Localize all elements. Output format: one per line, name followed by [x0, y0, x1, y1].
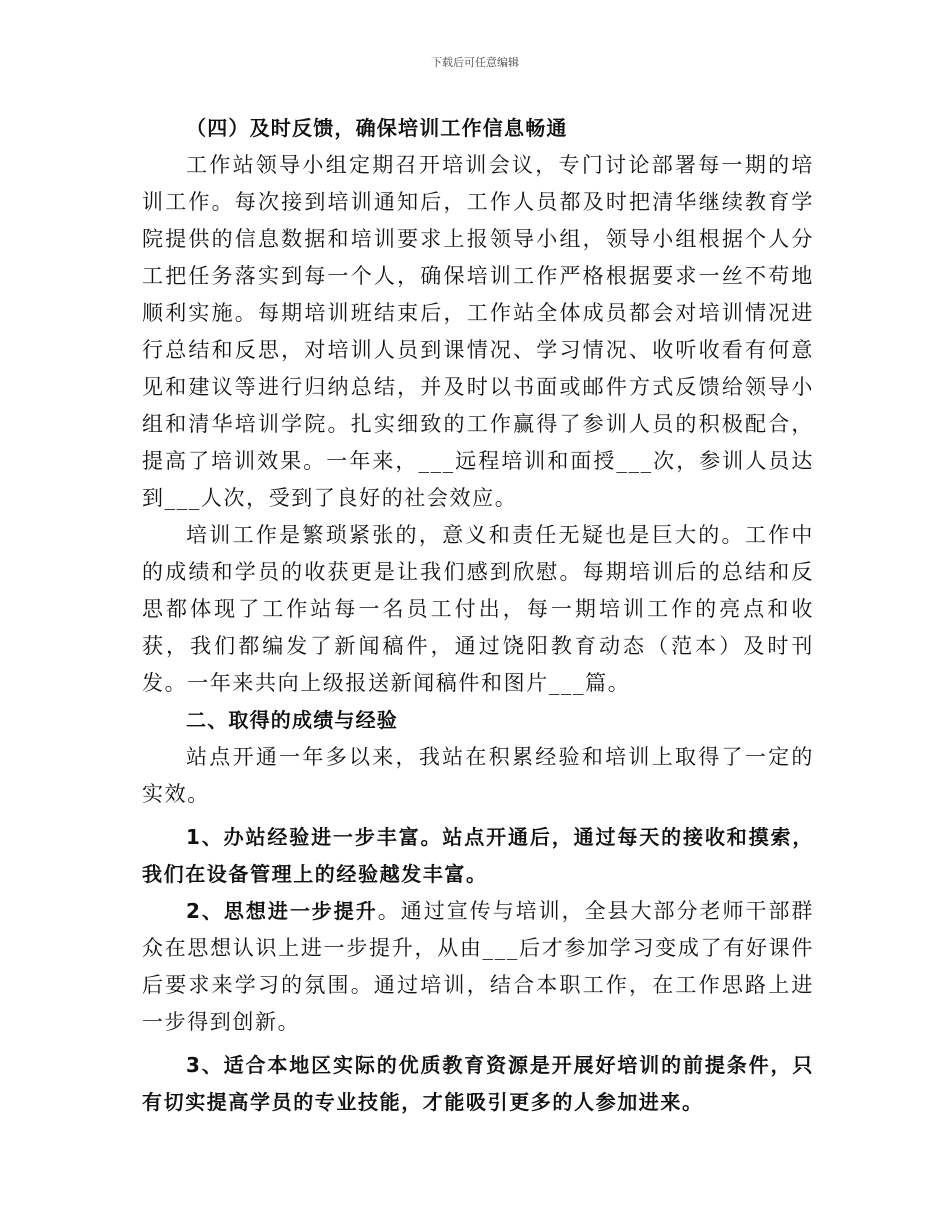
- item-quality-resources: 3、适合本地区实际的优质教育资源是开展好培训的前提条件，只有切实提高学员的专业技能，才能吸引更多的人参加进来。: [142, 1053, 814, 1114]
- paragraph-feedback-process: 工作站领导小组定期召开培训会议，专门讨论部署每一期的培训工作。每次接到培训通知后，工作人员都及时把清华继续教育学院提供的信息数据和培训要求上报领导小组，领导小组根据个人分工把任务落实到每一个人，确保培训工作严格根据要求一丝不苟地顺利实施。每期培训班结束后，工作站全体成员都会对培训情况进行总结和反思，对培训人员到课情况、学习情况、收听收看有何意见和建议等进行归纳总结，并及时以书面或邮件方式反馈给领导小组和清华培训学院。扎实细致的工作赢得了参训人员的积极配合，提高了培训效果。一年来，___远程培训和面授___次，参训人员达到___人次，受到了良好的社会效应。: [142, 153, 814, 510]
- paragraph-achievements-intro: 站点开通一年多以来，我站在积累经验和培训上取得了一定的实效。: [142, 745, 814, 806]
- section-heading-feedback: （四）及时反馈，确保培训工作信息畅通: [186, 116, 568, 140]
- document-body: [142, 110, 814, 1121]
- item-thinking-improvement-body: 。通过宣传与培训，全县大部分老师干部群众在思想认识上进一步提升，从由___后才参加学习变成了有好课件后要求来学习的氛围。通过培训，结合本职工作，在工作思路上进一步得到创新。: [142, 899, 814, 1034]
- item-thinking-improvement-lead: 2、思想进一步提升: [186, 899, 378, 923]
- section-heading-achievements: 二、取得的成绩与经验: [186, 708, 398, 732]
- item-thinking-improvement: [142, 893, 814, 1041]
- page-header: 下载后可任意编辑: [431, 56, 519, 69]
- item-station-experience: 1、办站经验进一步丰富。站点开通后，通过每天的接收和摸索，我们在设备管理上的经验越发丰富。: [142, 825, 814, 886]
- paragraph-training-results: 培训工作是繁琐紧张的，意义和责任无疑也是巨大的。工作中的成绩和学员的收获更是让我们感到欣慰。每期培训后的总结和反思都体现了工作站每一名员工付出，每一期培训工作的亮点和收获，我们都编发了新闻稿件，通过饶阳教育动态（范本）及时刊发。一年来共向上级报送新闻稿件和图片___篇。: [142, 523, 814, 695]
